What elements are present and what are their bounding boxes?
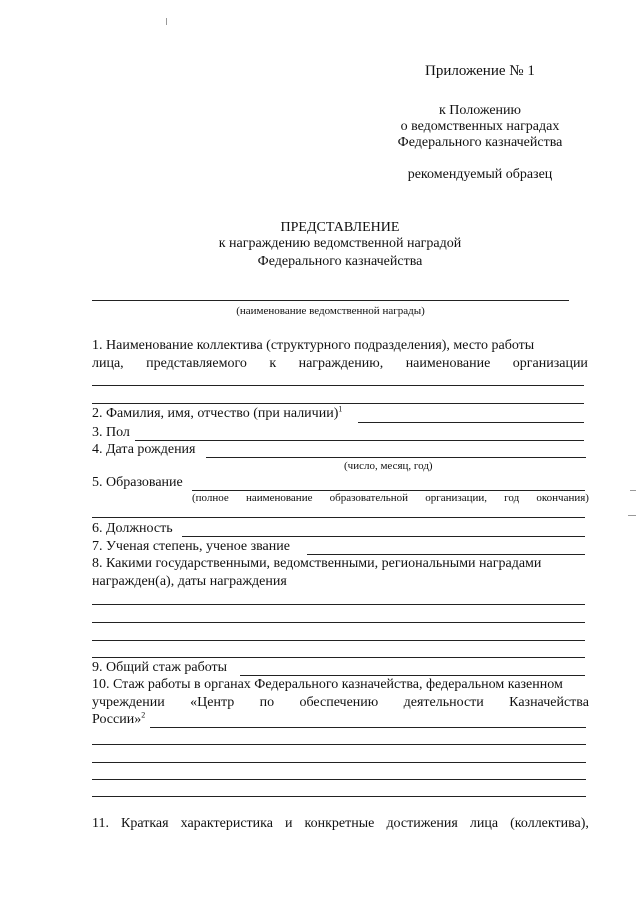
scan-speck (630, 490, 636, 491)
item1-word: к (269, 356, 277, 371)
item1-text-line2 (92, 356, 588, 372)
item8-text-line1: 8. Какими государственными, ведомственными, региональными наградами (92, 556, 542, 571)
item8-text-line2: награжден(а), даты награждения (92, 574, 287, 589)
item7-label: 7. Ученая степень, ученое звание (92, 539, 290, 554)
item2-fill-line (358, 422, 584, 423)
item5-caption-word: окончания) (536, 492, 589, 504)
item10-word: по (259, 695, 275, 710)
item1-word: наименование (405, 356, 491, 371)
item6-fill-line (182, 536, 585, 537)
item5-fill-line (92, 517, 585, 518)
award-name-line (92, 300, 569, 301)
item10-line3-text: России» (92, 712, 142, 727)
scan-speck (166, 18, 167, 25)
item11-text-line1 (92, 816, 589, 832)
item5-caption-word: (полное (192, 492, 229, 504)
regulation-ref-line2: о ведомственных наградах (400, 119, 560, 134)
item11-word: конкретные (304, 816, 375, 831)
award-name-caption: (наименование ведомственной награды) (236, 305, 425, 317)
item4-fill-line (206, 457, 586, 458)
document-title: ПРЕДСТАВЛЕНИЕ (280, 220, 400, 235)
item5-caption-word: образовательной (329, 492, 409, 504)
item9-label: 9. Общий стаж работы (92, 660, 228, 675)
item4-caption: (число, месяц, год) (344, 460, 433, 472)
item1-fill-line (92, 385, 584, 386)
item3-label: 3. Пол (92, 425, 130, 440)
item5-caption-word: год (504, 492, 520, 504)
item11-word: лица (469, 816, 499, 831)
item2-label-text: 2. Фамилия, имя, отчество (при наличии) (92, 406, 339, 421)
item8-fill-line (92, 657, 585, 658)
item5-label: 5. Образование (92, 475, 183, 490)
item5-caption (192, 492, 589, 504)
footnote-2-marker: 2 (141, 710, 146, 720)
recommended-sample: рекомендуемый образец (407, 167, 553, 182)
item11-word: (коллектива), (510, 816, 589, 831)
title-subline-2: Федерального казначейства (257, 254, 423, 269)
item10-fill-line (92, 762, 586, 763)
item9-fill-line (240, 675, 585, 676)
item11-word: и (285, 816, 293, 831)
item10-word: Казначейства (509, 695, 589, 710)
item5-caption-word: организации, (425, 492, 487, 504)
item6-label: 6. Должность (92, 521, 173, 536)
regulation-ref-line3: Федерального казначейства (397, 135, 563, 150)
footnote-1-marker: 1 (338, 404, 343, 414)
scan-speck (628, 515, 636, 516)
title-subline-1: к награждению ведомственной наградой (218, 236, 462, 251)
item1-word: организации (512, 356, 588, 371)
item10-fill-line (92, 796, 586, 797)
appendix-number: Приложение № 1 (425, 63, 535, 79)
item11-word: характеристика (180, 816, 273, 831)
item8-fill-line (92, 604, 585, 605)
item10-fill-line (92, 744, 586, 745)
item10-text-line2 (92, 695, 589, 711)
item5-caption-word: наименование (245, 492, 313, 504)
item3-fill-line (135, 440, 584, 441)
item10-fill-line (150, 727, 586, 728)
item10-fill-line (92, 779, 586, 780)
item10-text-line1: 10. Стаж работы в органах Федерального казначейства, федеральном казенном (92, 677, 563, 692)
item2-label (92, 406, 342, 422)
regulation-ref-line1: к Положению (438, 103, 521, 118)
item11-word: 11. (92, 816, 109, 831)
item4-label: 4. Дата рождения (92, 442, 196, 457)
item11-word: достижения (386, 816, 458, 831)
item8-fill-line (92, 640, 585, 641)
item7-fill-line (307, 554, 585, 555)
item1-word: лица, (92, 356, 124, 371)
item1-text-line1: 1. Наименование коллектива (структурного подразделения), место работы (92, 338, 535, 353)
item1-word: награждению, (298, 356, 384, 371)
item11-word: Краткая (121, 816, 169, 831)
item10-word: деятельности (403, 695, 484, 710)
item1-word: представляемого (146, 356, 247, 371)
item10-text-line3 (92, 712, 145, 728)
item8-fill-line (92, 622, 585, 623)
item10-word: обеспечению (299, 695, 379, 710)
item5-fill-line (192, 490, 585, 491)
item10-word: «Центр (190, 695, 235, 710)
item10-word: учреждении (92, 695, 165, 710)
